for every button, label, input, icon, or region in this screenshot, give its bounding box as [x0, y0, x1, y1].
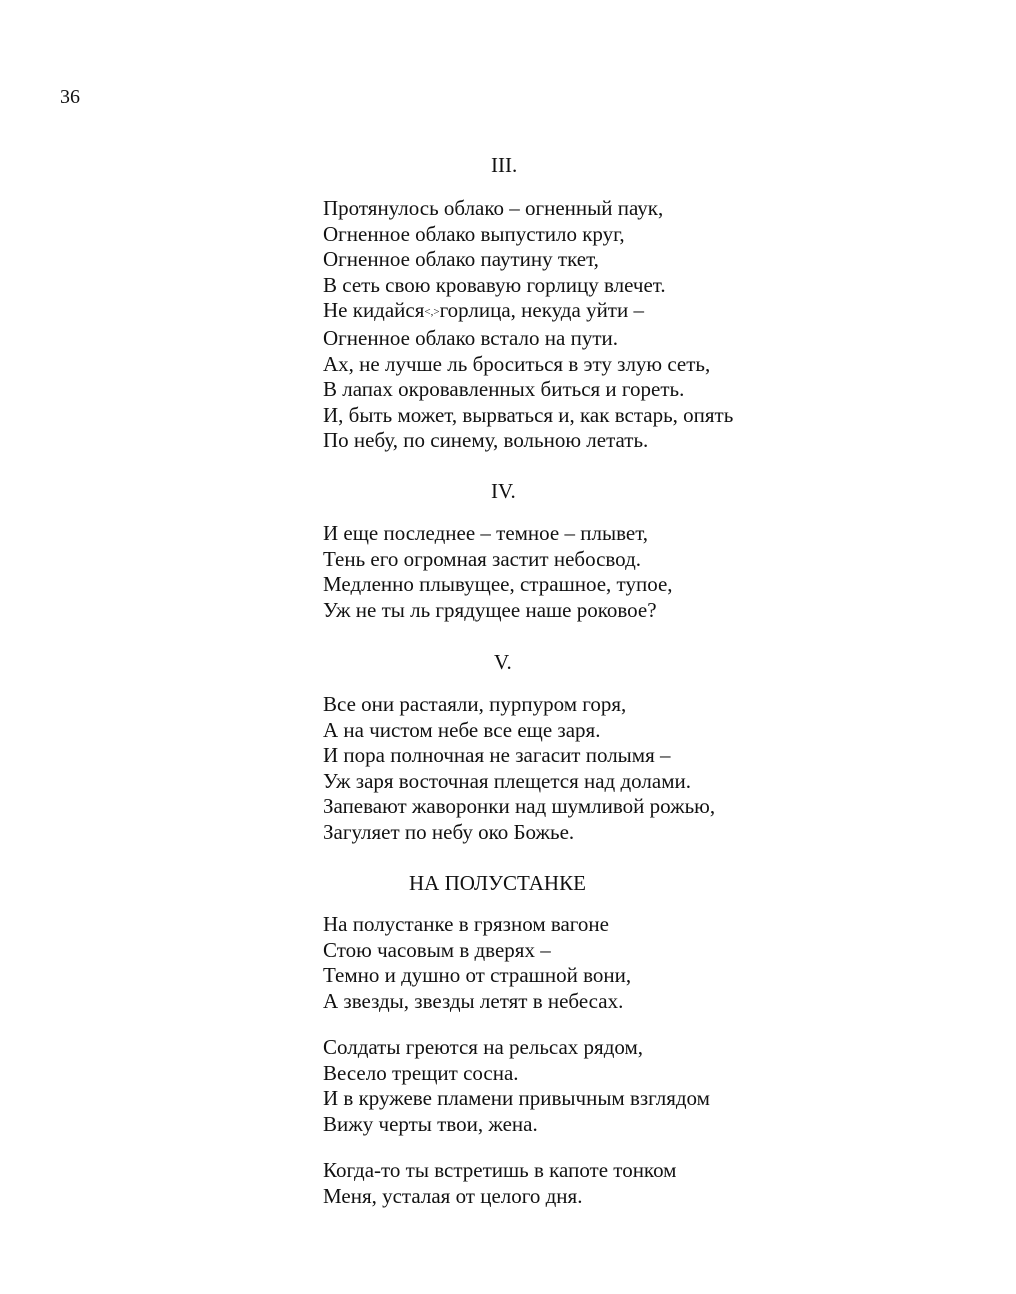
verse-line: Весело трещит сосна.	[323, 1060, 519, 1085]
verse-line: Медленно плывущее, страшное, тупое,	[323, 572, 673, 597]
verse-line: Тень его огромная застит небосвод.	[323, 546, 642, 571]
verse-line: На полустанке в грязном вагоне	[323, 912, 609, 936]
verse-line: И в кружеве пламени привычным взглядом	[323, 1086, 710, 1111]
verse-line: Ах, не лучше ль броситься в эту злую сеть,	[323, 351, 711, 376]
verse-line: Вижу черты твои, жена.	[323, 1111, 538, 1136]
verse-line: Огненное облако выпустило круг,	[323, 221, 625, 246]
verse-line	[323, 298, 733, 326]
verse-line: Загуляет по небу око Божье.	[323, 819, 575, 844]
verse-line: Уж заря восточная плещется над долами.	[323, 768, 691, 793]
page-number: 36	[60, 86, 80, 108]
poem-title: НА ПОЛУСТАНКЕ	[409, 871, 586, 895]
verse-line: Стою часовым в дверях –	[323, 937, 551, 962]
verse-line: Протянулось облако – огненный паук,	[323, 196, 664, 220]
verse-line: В лапах окровавленных биться и гореть.	[323, 377, 685, 402]
stanza-v	[323, 692, 715, 846]
verse-line: Когда-то ты встретишь в капоте тонком	[323, 1158, 677, 1182]
verse-line: Огненное облако встало на пути.	[323, 325, 618, 350]
verse-line-end: горлица, некуда уйти –	[439, 298, 644, 323]
verse-line: А на чистом небе все еще заря.	[323, 717, 601, 742]
verse-line: Запевают жаворонки над шумливой рожью,	[323, 794, 716, 819]
stanza-iv	[323, 521, 673, 623]
poem2-stanza-1	[323, 912, 631, 1014]
poem2-stanza-3	[323, 1158, 676, 1209]
verse-line: Все они растаяли, пурпуром горя,	[323, 692, 627, 716]
verse-line: Темно и душно от страшной вони,	[323, 963, 632, 988]
verse-line: Уж не ты ль грядущее наше роковое?	[323, 597, 657, 622]
section-heading-iii: III.	[491, 153, 518, 177]
stanza-iii	[323, 196, 733, 454]
verse-line: В сеть свою кровавую горлицу влечет.	[323, 272, 666, 297]
verse-line: И пора полночная не загасит полымя –	[323, 743, 671, 768]
section-heading-v: V.	[494, 650, 512, 674]
verse-line: Меня, усталая от целого дня.	[323, 1183, 583, 1208]
verse-line: Огненное облако паутину ткет,	[323, 247, 599, 272]
editorial-mark: <,>	[424, 306, 440, 319]
verse-line: И, быть может, вырваться и, как встарь, опять	[323, 402, 734, 427]
poem2-stanza-2	[323, 1035, 710, 1137]
verse-line-start: Не кидайся	[323, 298, 425, 323]
verse-line: И еще последнее – темное – плывет,	[323, 521, 649, 545]
verse-line: Солдаты греются на рельсах рядом,	[323, 1035, 644, 1059]
verse-line: А звезды, звезды летят в небесах.	[323, 988, 624, 1013]
verse-line: По небу, по синему, вольною летать.	[323, 428, 649, 453]
section-heading-iv: IV.	[491, 479, 516, 503]
